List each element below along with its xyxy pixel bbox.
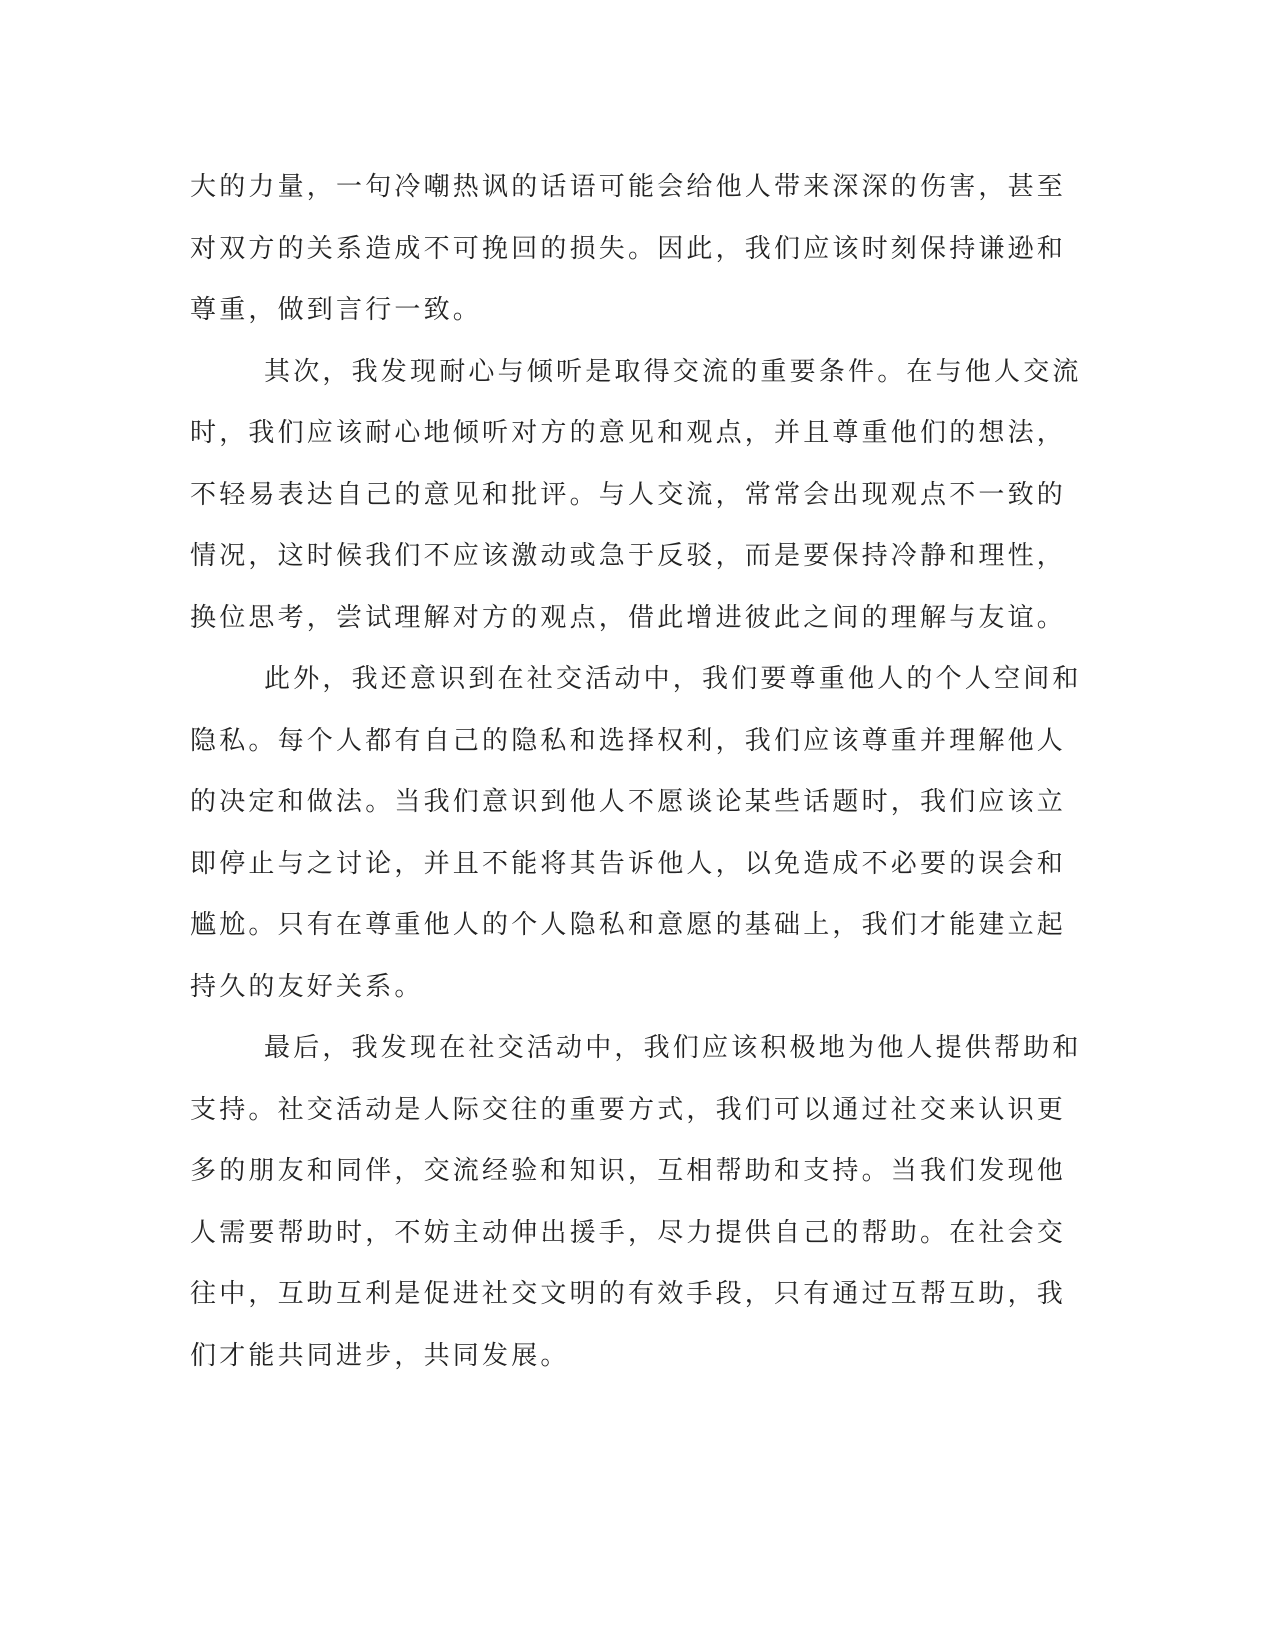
paragraph-patience-listening [190, 342, 1082, 650]
paragraph-helping-others [190, 1018, 1082, 1387]
text-line: 支持。社交活动是人际交往的重要方式，我们可以通过社交来认识更 [190, 1094, 1067, 1125]
paragraph-privacy [190, 649, 1082, 1018]
text-line: 最后，我发现在社交活动中，我们应该积极地为他人提供帮助和 [264, 1033, 1082, 1063]
text-line: 情况，这时候我们不应该激动或急于反驳，而是要保持冷静和理性， [190, 541, 1067, 571]
text-line: 其次，我发现耐心与倾听是取得交流的重要条件。在与他人交流 [264, 356, 1082, 387]
text-line: 换位思考，尝试理解对方的观点，借此增进彼此之间的理解与友谊。 [190, 602, 1067, 633]
text-line: 即停止与之讨论，并且不能将其告诉他人，以免造成不必要的误会和 [190, 848, 1067, 879]
text-line: 不轻易表达自己的意见和批评。与人交流，常常会出现观点不一致的 [190, 479, 1067, 510]
text-line: 时，我们应该耐心地倾听对方的意见和观点，并且尊重他们的想法， [190, 418, 1067, 448]
text-line: 的决定和做法。当我们意识到他人不愿谈论某些话题时，我们应该立 [190, 787, 1067, 817]
text-line: 大的力量，一句冷嘲热讽的话语可能会给他人带来深深的伤害，甚至 [190, 172, 1067, 202]
document-body [190, 157, 1082, 1387]
text-line: 尊重，做到言行一致。 [190, 295, 483, 325]
paragraph-continuation [190, 157, 1075, 342]
text-line: 持久的友好关系。 [190, 971, 424, 1002]
text-line: 往中，互助互利是促进社交文明的有效手段，只有通过互帮互助，我 [190, 1279, 1067, 1309]
text-line: 尴尬。只有在尊重他人的个人隐私和意愿的基础上，我们才能建立起 [190, 910, 1067, 940]
text-line: 们才能共同进步，共同发展。 [190, 1340, 570, 1371]
text-line: 隐私。每个人都有自己的隐私和选择权利，我们应该尊重并理解他人 [190, 725, 1067, 756]
text-line: 人需要帮助时，不妨主动伸出援手，尽力提供自己的帮助。在社会交 [190, 1217, 1067, 1248]
text-line: 多的朋友和同伴，交流经验和知识，互相帮助和支持。当我们发现他 [190, 1156, 1067, 1186]
text-line: 此外，我还意识到在社交活动中，我们要尊重他人的个人空间和 [264, 664, 1082, 694]
text-line: 对双方的关系造成不可挽回的损失。因此，我们应该时刻保持谦逊和 [190, 233, 1067, 264]
